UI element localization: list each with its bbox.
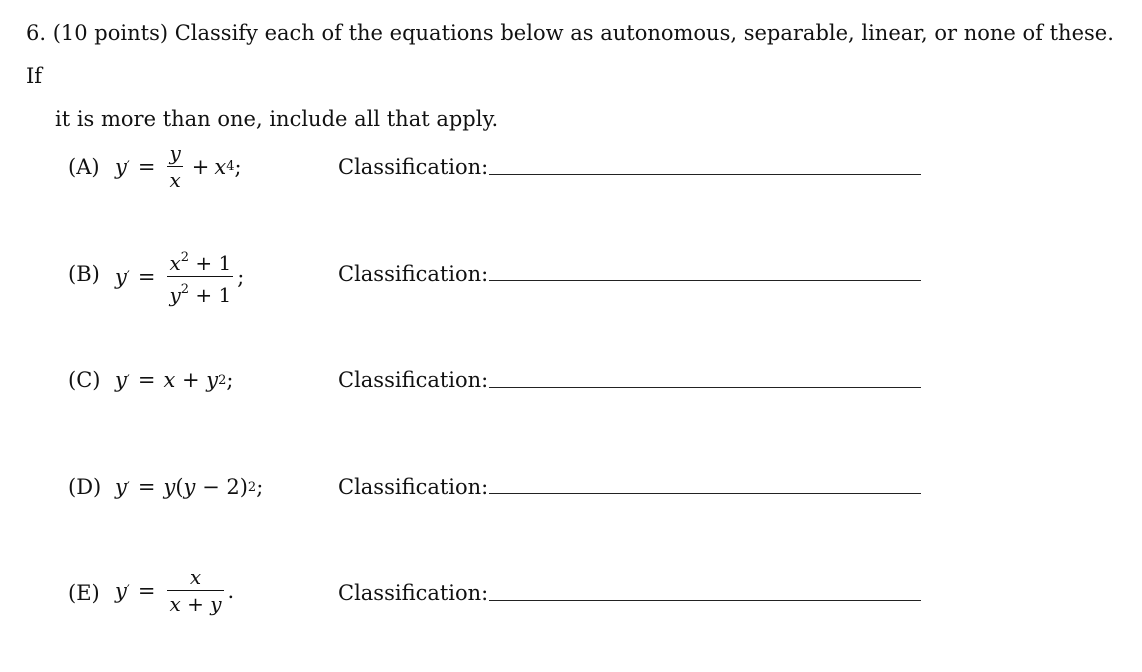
item-c-label: (C) <box>68 368 101 392</box>
answer-line-c[interactable] <box>489 387 921 388</box>
item-a <box>0 140 1142 210</box>
classification-label: Classification: <box>338 262 489 286</box>
item-a-label: (A) <box>68 155 100 179</box>
answer-line-b[interactable] <box>489 280 921 281</box>
equation-b: y ′ = $\frac{x^2 + 1}{y^2 + 1}$ ; <box>115 247 244 306</box>
item-c <box>0 353 1142 423</box>
item-b <box>0 246 1142 316</box>
classification-label: Classification: <box>338 475 489 499</box>
question-line-1: 6. (10 points) Classify each of the equations below as autonomous, separable, linear, or none of these. If <box>26 21 1114 88</box>
item-d-label: (D) <box>68 475 102 499</box>
equation-c: y ′ = x + y 2 ; <box>115 368 234 392</box>
classification-label: Classification: <box>338 581 489 605</box>
answer-line-d[interactable] <box>489 493 921 494</box>
item-b-label: (B) <box>68 262 100 286</box>
equation-a: y ′ = $\frac{y}{x}$ + x 4 ; <box>115 141 242 192</box>
equation-e: y ′ = $\frac{x}{x + y}$ . <box>115 565 235 616</box>
answer-line-a[interactable] <box>489 174 921 175</box>
item-d <box>0 460 1142 530</box>
question-line-2: it is more than one, include all that apply. <box>55 107 499 131</box>
fraction: $\frac{x^2 + 1}{y^2 + 1}$ <box>169 250 232 307</box>
equation-d: y ′ = y ( y − 2 ) 2 ; <box>115 475 264 499</box>
fraction: $\frac{y}{x}$ <box>169 141 181 192</box>
classification-label: Classification: <box>338 155 489 179</box>
classification-label: Classification: <box>338 368 489 392</box>
item-e <box>0 565 1142 635</box>
item-e-label: (E) <box>68 581 100 605</box>
answer-line-e[interactable] <box>489 600 921 601</box>
fraction: $\frac{x}{x + y}$ <box>169 565 222 616</box>
question-text <box>26 12 1126 141</box>
